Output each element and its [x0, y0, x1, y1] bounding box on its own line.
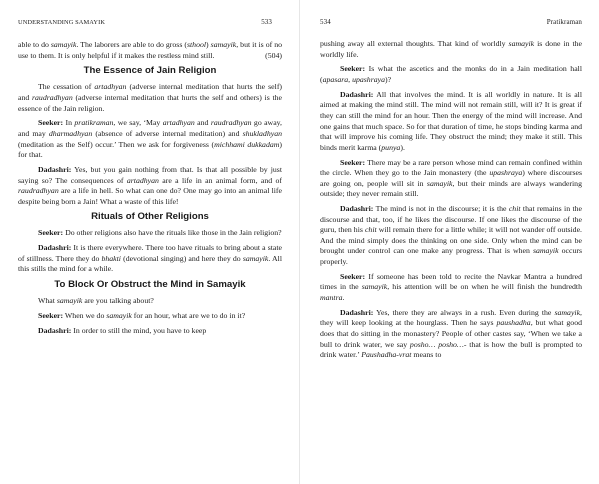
running-head: UNDERSTANDING SAMAYIK [18, 19, 106, 26]
italic-term: paushadha [496, 318, 531, 328]
text-run: (adverse internal meditation that hurts the self) and [18, 82, 283, 102]
speaker-label: Seeker: [38, 228, 64, 238]
right-page [300, 0, 599, 484]
paragraph [18, 40, 282, 61]
text-run: In order to still the mind, you have to keep [71, 325, 207, 335]
text-run: , but what good does that do sitting in the monastery? People of other castes say, ‘When we take a bull to drink water, we say [320, 318, 582, 349]
text-run: When we do [63, 311, 107, 320]
section-heading: The Essence of Jain Religion [83, 65, 217, 77]
italic-term: samayik [554, 307, 581, 317]
italic-term: punya [381, 142, 401, 152]
paragraph [320, 158, 582, 200]
paragraph [320, 308, 582, 361]
paragraph [18, 243, 282, 275]
page-number: 534 [320, 18, 331, 26]
text-run: Yes, there they are always in a rush. Even during the [373, 307, 555, 317]
text-run: , his attention will be on when he will finish the hundredth [387, 282, 582, 292]
text-run: , but it is of no use to them. It is only helpful if it makes the restless mind still. [18, 40, 283, 60]
text-run: , but their minds are always wandering outside; they never remain still. [320, 178, 582, 199]
italic-term: samayik [106, 311, 132, 320]
paragraph [18, 228, 282, 239]
italic-term: Paushadha-vrat [361, 350, 412, 360]
italic-term: bhakti [101, 253, 121, 263]
text-run: able to do [18, 40, 51, 49]
text-run: , they will keep looking at the hourglass. Then he says [320, 307, 582, 328]
italic-term: shukladhyan [242, 128, 282, 138]
text-run: Yes, but you gain nothing from that. Is that all possible by just saying so? The consequences of [18, 164, 282, 185]
speaker-label: Seeker: [340, 64, 366, 74]
text-run: that remains in the discourse and that, too, if he likes the discourse. If one likes the discourse of the guru, then his [320, 204, 582, 235]
running-head: Pratikraman [546, 18, 582, 26]
text-run: are a life in an animal form, and of [158, 175, 282, 185]
italic-term: michhami dukkadam [214, 139, 280, 149]
text-run: In [63, 118, 75, 128]
text-run: If someone has been told to recite the Navkar Mantra a hundred times in the [320, 271, 582, 292]
italic-term: mantra [320, 293, 343, 302]
text-run: - that is how the bull is prompted to drink water.’ [320, 339, 583, 360]
paragraph [320, 64, 582, 85]
italic-term: apasara [322, 74, 349, 84]
speaker-label: Dadashri: [340, 89, 374, 99]
text-run: (adverse internal meditation that hurts the self and others) is the essence of the Jain religion. [18, 92, 282, 113]
text-run: means to [411, 350, 442, 360]
text-run: will remain there for a little while; it will not wander off outside. And the mind simply does the thinking on one side. Only when the mind can be brought under control can one make any progress. That is when [320, 225, 582, 256]
italic-term: chit [364, 225, 377, 235]
text-run: is done in the worldly life. [320, 39, 583, 59]
text-run: for an hour, what are we to do in it? [131, 311, 246, 320]
page-number: 533 [261, 18, 272, 26]
text-run: There may be a rare person whose mind can remain confined within the circle. When they go to the Jain monastery (the [320, 157, 582, 178]
paragraph [18, 165, 282, 207]
section-heading: To Block Or Obstruct the Mind in Samayik [54, 279, 246, 291]
speaker-label: Dadashri: [38, 243, 72, 253]
speaker-label: Dadashri: [38, 164, 72, 174]
text-run: (absence of adverse internal meditation) and [92, 128, 243, 138]
text-run: ). [400, 142, 405, 152]
reference-number: (504) [265, 50, 282, 60]
text-run: go away, and may [18, 118, 282, 138]
text-run: It is there everywhere. There too have rituals to bring about a state of stillness. There they do [18, 243, 282, 263]
italic-term: upashraya [352, 74, 385, 84]
italic-term: pratikraman [74, 118, 114, 128]
speaker-label: Seeker: [340, 271, 366, 281]
text-run: The mind is not in the discourse; it is the [373, 204, 509, 214]
left-page [0, 0, 299, 484]
speaker-label: Dadashri: [38, 325, 72, 335]
text-run: (devotional singing) and here they do [120, 253, 243, 263]
text-run: The cessation of [38, 82, 95, 92]
text-run: All that involves the mind. It is all worldly in nature. It is all aimed at making the mind still. The mind will not remain still, will it? It is great if they can still the mind for an hour. Then the energy of the mind will increase. And one gains that much space. So for that duration of time, he stops binding karma and that will improve his coming life. They obstruct the mind; they make it still. This binds merit karma ( [320, 89, 582, 152]
italic-term: artadhyan [162, 118, 195, 128]
italic-term: samayik [56, 296, 83, 306]
italic-term: posho… posho… [409, 339, 464, 349]
italic-term: chit [508, 204, 521, 214]
text-run: )? [385, 74, 392, 84]
text-run: , we say, ‘May [113, 118, 163, 128]
text-run: (meditation as the Self) occur.’ Then we ask for forgiveness ( [18, 139, 215, 149]
paragraph [320, 90, 582, 154]
italic-term: artadhyan [94, 82, 127, 92]
paragraph [320, 204, 582, 268]
italic-term: dharmadhyan [48, 128, 93, 138]
text-run: are you talking about? [82, 296, 154, 306]
text-run: ) for that. [18, 139, 282, 160]
speaker-label: Seeker: [38, 118, 64, 128]
italic-term: sthool [186, 40, 207, 49]
text-run: ) [206, 40, 211, 49]
speaker-label: Seeker: [340, 157, 366, 167]
paragraph [18, 326, 282, 337]
text-run: Do other religions also have the rituals like those in the Jain religion? [63, 228, 282, 238]
italic-term: upashraya [489, 168, 523, 178]
text-run: . The laborers are able to do gross ( [76, 40, 187, 49]
paragraph [18, 311, 282, 322]
speaker-label: Dadashri: [340, 307, 374, 317]
italic-term: samayik [50, 40, 77, 49]
italic-term: samayik [426, 178, 453, 188]
italic-term: samayik [532, 246, 559, 256]
text-run: pushing away all external thoughts. That kind of worldly [320, 39, 509, 48]
paragraph [320, 39, 582, 60]
italic-term: samayik [508, 39, 535, 48]
text-run: Is what the ascetics and the monks do in a Jain meditation hall ( [320, 64, 582, 84]
speaker-label: Dadashri: [340, 204, 374, 214]
text-run: . [342, 293, 345, 302]
text-run: are a life in hell. So what can one do? One may go into an animal life despite being born a Jain! What a waste of this life! [18, 186, 282, 206]
paragraph [320, 272, 582, 304]
left-text-column [18, 0, 282, 341]
text-run: What [38, 296, 57, 306]
italic-term: raudradhyan [18, 186, 59, 196]
paragraph [18, 118, 282, 160]
text-run: and [194, 118, 211, 128]
paragraph [18, 296, 282, 307]
text-run: . All this stills the mind for a while. [18, 253, 282, 274]
paragraph [18, 82, 282, 114]
italic-term: samayik [242, 253, 269, 263]
speaker-label: Seeker: [38, 311, 64, 320]
text-run: , [348, 74, 353, 84]
text-run: occurs properly. [320, 246, 582, 267]
text-run: ) where discourses are going on, people will sit in [320, 168, 582, 188]
italic-term: raudradhyan [210, 118, 252, 128]
italic-term: raudradhyan [32, 92, 73, 102]
left-page-header [18, 18, 282, 27]
italic-term: samayik [210, 40, 237, 49]
italic-term: samayik [361, 282, 388, 292]
right-text-column [320, 0, 582, 365]
right-page-header [320, 18, 582, 26]
italic-term: artadhyan [126, 175, 159, 185]
section-heading: Rituals of Other Religions [91, 211, 209, 223]
